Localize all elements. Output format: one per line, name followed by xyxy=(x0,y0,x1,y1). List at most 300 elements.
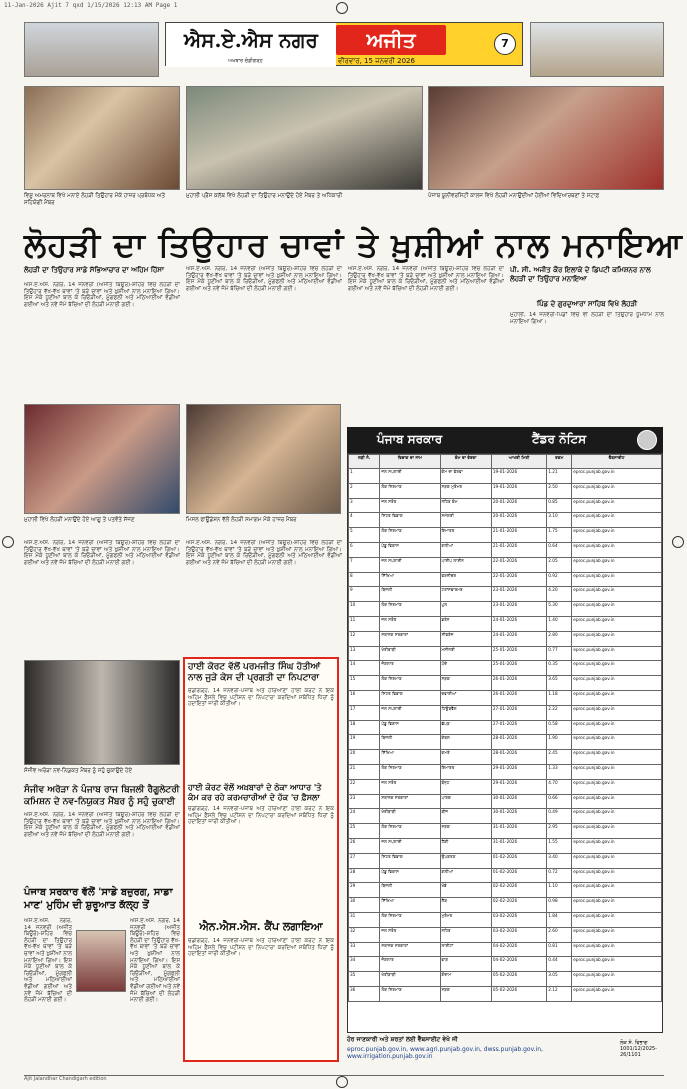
tender-cell: ਜਲ ਸਰੋਤ xyxy=(380,779,440,794)
tender-cell: eproc.punjab.gov.in xyxy=(572,646,662,661)
tender-cell: 13 xyxy=(349,646,380,661)
tender-cell: ਸੜਕ ਮੁਰੰਮਤ xyxy=(440,483,491,498)
tender-row xyxy=(349,542,662,557)
tender-row xyxy=(349,986,662,1001)
tender-cell: ਨਹਿਰ xyxy=(440,927,491,942)
tender-cell: eproc.punjab.gov.in xyxy=(572,602,662,617)
tender-cell: 25-01-2026 xyxy=(491,646,546,661)
tender-cell: ਮਸ਼ੀਨਰੀ xyxy=(440,646,491,661)
tender-col-header: ਵੈੱਬਸਾਈਟ xyxy=(572,455,662,469)
tender-cell: 4 xyxy=(349,513,380,528)
tender-cell: ਗਲੀਆਂ xyxy=(440,542,491,557)
tender-cell: eproc.punjab.gov.in xyxy=(572,735,662,750)
tender-title: ਟੈਂਡਰ ਨੋਟਿਸ xyxy=(532,432,587,446)
tender-cell: 5 xyxy=(349,528,380,543)
page-number: 7 xyxy=(494,33,516,55)
tender-cell: ਸਿੱਖਿਆ xyxy=(380,750,440,765)
story-headline: ਪੰਜਾਬ ਸਰਕਾਰ ਵੱਲੋਂ 'ਸਾਡੇ ਬਜ਼ੁਰਗ, ਸਾਡਾ ਮਾਣ' ਮੁਹਿੰਮ ਦੀ ਸ਼ੁਰੂਆਤ ਕੱਲ੍ਹ ਤੋਂ xyxy=(24,887,173,911)
tender-row xyxy=(349,557,662,572)
masthead-subtitle: ਅਖ਼ਬਾਰ ਚੰਡੀਗੜ੍ਹ xyxy=(228,58,263,64)
tender-cell: ਦਵਾਈਆਂ xyxy=(440,690,491,705)
tender-row xyxy=(349,868,662,883)
tender-row xyxy=(349,513,662,528)
tender-cell: 03-02-2026 xyxy=(491,912,546,927)
tender-cell: 28 xyxy=(349,868,380,883)
tender-cell: 31-01-2026 xyxy=(491,824,546,839)
right-subhead-2: ਪਿੰਡ ਦੇ ਗੁਰਦੁਆਰਾ ਸਾਹਿਬ ਵਿਖੇ ਲੋਹੜੀ xyxy=(536,300,638,308)
tender-cell: 03-02-2026 xyxy=(491,927,546,942)
tender-cell: 0.58 xyxy=(547,720,572,735)
right-subhead: ਪੀ. ਸੀ. ਅਜੀਤ ਕੌਰ ਇਲਾਕੇ ਦੇ ਡਿਪਟੀ ਕਮਿਸ਼ਨਰ ਨਾਲ ਲੋਹੜੀ ਦਾ ਤਿਉਹਾਰ ਮਨਾਇਆ xyxy=(510,266,651,283)
tender-cell: 31 xyxy=(349,912,380,927)
tender-row xyxy=(349,498,662,513)
photo-caption: ਵਿਸ਼ੂ ਅਮਰਨਾਥ ਵਿਖੇ ਮਨਾਏ ਲੋਹੜੀ ਤਿਉਹਾਰ ਮੌਕੇ ਹਾਜ਼ਰ ਪ੍ਰਬੰਧਕ ਅਤੇ ਸਹਿਯੋਗੀ ਮੈਂਬਰ xyxy=(24,193,165,206)
govt-emblem-icon xyxy=(637,430,657,450)
tender-row xyxy=(349,809,662,824)
tender-cell: 28-01-2026 xyxy=(491,750,546,765)
box-headline-2: ਹਾਈ ਕੋਰਟ ਵੱਲੋਂ ਅਖ਼ਬਾਰਾਂ ਦੇ ਠੇਕਾ ਆਧਾਰ 'ਤੇ ਕੰਮ ਕਰ ਰਹੇ ਕਰਮਚਾਰੀਆਂ ਦੇ ਹੱਕ 'ਚ ਫ਼ੈਸਲਾ xyxy=(188,782,322,802)
tender-row xyxy=(349,646,662,661)
photo-lohri-2 xyxy=(186,86,423,190)
tender-cell: eproc.punjab.gov.in xyxy=(572,838,662,853)
tender-cell: ਲੋਕ ਨਿਰਮਾਣ xyxy=(380,912,440,927)
tender-cell: 27-01-2026 xyxy=(491,705,546,720)
tender-cell: eproc.punjab.gov.in xyxy=(572,883,662,898)
tender-cell: 18 xyxy=(349,720,380,735)
tender-cell: eproc.punjab.gov.in xyxy=(572,824,662,839)
tender-cell: ਜਲ ਸਪਲਾਈ xyxy=(380,838,440,853)
tender-row xyxy=(349,957,662,972)
tender-cell: 20 xyxy=(349,750,380,765)
tender-row xyxy=(349,853,662,868)
tender-cell: ਲੋਕ ਨਿਰਮਾਣ xyxy=(380,986,440,1001)
tender-cell: eproc.punjab.gov.in xyxy=(572,957,662,972)
tender-cell: 14 xyxy=(349,661,380,676)
tender-row xyxy=(349,690,662,705)
tender-cell: eproc.punjab.gov.in xyxy=(572,557,662,572)
main-headline: ਲੋਹੜੀ ਦਾ ਤਿਉਹਾਰ ਚਾਵਾਂ ਤੇ ਖ਼ੁਸ਼ੀਆਂ ਨਾਲ ਮਨਾਇਆ xyxy=(24,225,683,264)
registration-mark xyxy=(2,536,14,548)
tender-cell: ਸਥਾਨਕ ਸਰਕਾਰਾਂ xyxy=(380,794,440,809)
tender-cell: ਸੀਵਰੇਜ xyxy=(440,631,491,646)
tender-cell: ਸੜਕ xyxy=(440,986,491,1001)
tender-cell: 0.77 xyxy=(547,646,572,661)
registration-mark xyxy=(336,2,348,14)
tender-cell: eproc.punjab.gov.in xyxy=(572,972,662,987)
tender-cell: 29-01-2026 xyxy=(491,779,546,794)
tender-cell: 0.81 xyxy=(547,942,572,957)
tender-cell: ਪੇਂਡੂ ਵਿਕਾਸ xyxy=(380,720,440,735)
tender-cell: ਮੁਰੰਮਤ xyxy=(440,912,491,927)
tender-cell: ਸਿਹਤ ਵਿਭਾਗ xyxy=(380,853,440,868)
tender-cell: 28-01-2026 xyxy=(491,735,546,750)
tender-row xyxy=(349,750,662,765)
tender-cell: ਟਰਾਂਸਫਾਰਮਰ xyxy=(440,587,491,602)
tender-cell: eproc.punjab.gov.in xyxy=(572,690,662,705)
tender-col-header: ਰਕਮ xyxy=(547,455,572,469)
tender-cell: ਬਿਜਲੀ xyxy=(380,883,440,898)
tender-row xyxy=(349,616,662,631)
photo-lohri-1 xyxy=(24,86,180,190)
tender-cell: 5.30 xyxy=(547,602,572,617)
tender-row xyxy=(349,602,662,617)
masthead-building-photo-left xyxy=(24,22,159,77)
tender-cell: 29 xyxy=(349,883,380,898)
photo-caption: ਮੁਹਾਲੀ ਪ੍ਰੈਸ ਕਲੱਬ ਵਿਖੇ ਲੋਹੜੀ ਦਾ ਤਿਉਹਾਰ ਮਨਾਉਂਦੇ ਹੋਏ ਮੈਂਬਰ ਤੇ ਅਧਿਕਾਰੀ xyxy=(186,193,343,199)
tender-row xyxy=(349,483,662,498)
tender-row xyxy=(349,720,662,735)
tender-row xyxy=(349,469,662,484)
tender-cell: 2.45 xyxy=(547,750,572,765)
tender-cell: 25-01-2026 xyxy=(491,661,546,676)
tender-cell: eproc.punjab.gov.in xyxy=(572,542,662,557)
tender-cell: ਸੜਕ xyxy=(440,676,491,691)
tender-cell: ਜਲ ਸਪਲਾਈ xyxy=(380,469,440,484)
box-body: ਚੰਡੀਗੜ੍ਹ, 14 ਜਨਵਰੀ-ਪੰਜਾਬ ਅਤੇ ਹਰਿਆਣਾ ਹਾਈ ਕੋਰਟ ਨੇ ਇਕ ਅਹਿਮ ਫ਼ੈਸਲੇ ਵਿਚ ਪਟੀਸ਼ਨ ਦਾ ਨਿਪਟਾਰਾ ਕਰਦਿਆਂ ਸਬੰਧਿਤ ਧਿਰਾਂ ਨੂੰ ਹਦਾਇਤਾਂ ਜਾਰੀ ਕੀਤੀਆਂ। xyxy=(188,806,334,826)
tender-cell: 9 xyxy=(349,587,380,602)
tender-cell: ਪੇਂਡੂ ਵਿਕਾਸ xyxy=(380,868,440,883)
tender-cell: 24-01-2026 xyxy=(491,631,546,646)
tender-cell: 1.90 xyxy=(547,735,572,750)
tender-cell: ਜੰਗਲਾਤ xyxy=(380,661,440,676)
tender-cell: 32 xyxy=(349,927,380,942)
tender-cell: ਸਥਾਨਕ ਸਰਕਾਰਾਂ xyxy=(380,942,440,957)
tender-cell: 1.40 xyxy=(547,616,572,631)
tender-cell: 0.98 xyxy=(547,898,572,913)
masthead-brand-logo: ਅਜੀਤ xyxy=(336,25,446,55)
tender-cell: 26-01-2026 xyxy=(491,676,546,691)
tender-row xyxy=(349,942,662,957)
tender-cell: ਸਮੱਗਰੀ xyxy=(440,513,491,528)
tender-cell: 19-01-2026 xyxy=(491,469,546,484)
masthead-building-photo-right xyxy=(530,22,664,77)
tender-cell: 01-02-2026 xyxy=(491,868,546,883)
tender-cell: ਇਮਾਰਤ xyxy=(440,764,491,779)
tender-cell: 26-01-2026 xyxy=(491,690,546,705)
tender-cell: eproc.punjab.gov.in xyxy=(572,927,662,942)
tender-cell: 0.49 xyxy=(547,809,572,824)
tender-cell: 1.33 xyxy=(547,764,572,779)
tender-cell: 1 xyxy=(349,469,380,484)
tender-cell: 1.21 xyxy=(547,469,572,484)
tender-cell: ਸਿੱਖਿਆ xyxy=(380,898,440,913)
tender-cell: ਗੋਦਾਮ xyxy=(440,972,491,987)
tender-row xyxy=(349,779,662,794)
tender-cell: 25 xyxy=(349,824,380,839)
tender-cell: 0.72 xyxy=(547,868,572,883)
tender-row xyxy=(349,824,662,839)
box-headline-3: ਐਨ.ਐਸ.ਐਸ. ਕੈਂਪ ਲਗਾਇਆ xyxy=(199,920,323,933)
tender-ref: ਲੋਕ ਸੰ. ਵਿਭਾਗ 1001/12/2025- 26/1101 xyxy=(620,1040,657,1058)
tender-cell: 27 xyxy=(349,853,380,868)
tender-cell: 22-01-2026 xyxy=(491,572,546,587)
tender-cell: 8 xyxy=(349,572,380,587)
tender-row xyxy=(349,631,662,646)
portrait-photo xyxy=(76,930,126,992)
tender-header xyxy=(347,427,663,453)
tender-cell: 30-01-2026 xyxy=(491,809,546,824)
tender-cell: ਕੇਬਲ xyxy=(440,735,491,750)
photo-caption: ਸੰਜੀਵ ਅਰੋੜਾ ਨਵ-ਨਿਯੁਕਤ ਮੈਂਬਰ ਨੂੰ ਸਹੁੰ ਚੁਕਾਉਂਦੇ ਹੋਏ xyxy=(24,768,133,774)
tender-cell: eproc.punjab.gov.in xyxy=(572,616,662,631)
tender-cell: eproc.punjab.gov.in xyxy=(572,853,662,868)
story-column: ਐਸ.ਏ.ਐਸ. ਨਗਰ, 14 ਜਨਵਰੀ (ਅਜੀਤ ਬਿਊਰੋ)-ਸ਼ਹਿਰ ਵਿਚ ਲੋਹੜੀ ਦਾ ਤਿਉਹਾਰ ਵੱਖ-ਵੱਖ ਥਾਵਾਂ 'ਤੇ ਬੜੇ ਚਾਵਾਂ ਅਤੇ ਖ਼ੁਸ਼ੀਆਂ ਨਾਲ ਮਨਾਇਆ ਗਿਆ। ਇਸ ਮੌਕੇ ਧੂਣੀਆਂ ਬਾਲ ਕੇ ਰਿਓੜੀਆਂ, ਮੂੰਗਫਲੀ ਅਤੇ ਮਠਿਆਈਆਂ ਵੰਡੀਆਂ ਗਈਆਂ ਅਤੇ ਨਵੇਂ ਜੰਮੇ ਬੱਚਿਆਂ ਦੀ ਲੋਹੜੀ ਮਨਾਈ ਗਈ। xyxy=(24,812,180,838)
tender-footer: ਹੋਰ ਜਾਣਕਾਰੀ ਅਤੇ ਸ਼ਰਤਾਂ ਲਈ ਵੈੱਬਸਾਈਟ ਵੇਖੋ ਜੀ xyxy=(347,1036,458,1043)
tender-cell: 3.65 xyxy=(547,676,572,691)
tender-cell: ਜਲ ਸਰੋਤ xyxy=(380,498,440,513)
tender-cell: eproc.punjab.gov.in xyxy=(572,513,662,528)
tender-cell: 3.10 xyxy=(547,513,572,528)
tender-cell: eproc.punjab.gov.in xyxy=(572,764,662,779)
tender-cell: 23-01-2026 xyxy=(491,602,546,617)
tender-cell: eproc.punjab.gov.in xyxy=(572,809,662,824)
tender-cell: 1.84 xyxy=(547,912,572,927)
tender-cell: ਨਹਿਰ ਕੰਮ xyxy=(440,498,491,513)
tender-cell: 3.05 xyxy=(547,972,572,987)
tender-cell: 0.44 xyxy=(547,957,572,972)
photo-lohri-3 xyxy=(428,86,664,190)
story-headline: ਸੰਜੀਵ ਅਰੋੜਾ ਨੇ ਪੰਜਾਬ ਰਾਜ ਬਿਜਲੀ ਰੈਗੂਲੇਟਰੀ ਕਮਿਸ਼ਨ ਦੇ ਨਵ-ਨਿਯੁਕਤ ਮੈਂਬਰ ਨੂੰ ਸਹੁੰ ਚੁਕਾਈ xyxy=(24,785,180,807)
tender-cell: ਬਿਜਲੀ xyxy=(380,587,440,602)
tender-cell: ਡਰੇਨ xyxy=(440,616,491,631)
tender-cell: ਲੋਕ ਨਿਰਮਾਣ xyxy=(380,824,440,839)
tender-row xyxy=(349,676,662,691)
tender-cell: ਲੋਕ ਨਿਰਮਾਣ xyxy=(380,483,440,498)
story-column: ਐਸ.ਏ.ਐਸ. ਨਗਰ, 14 ਜਨਵਰੀ (ਅਜੀਤ ਬਿਊਰੋ)-ਸ਼ਹਿਰ ਵਿਚ ਲੋਹੜੀ ਦਾ ਤਿਉਹਾਰ ਵੱਖ-ਵੱਖ ਥਾਵਾਂ 'ਤੇ ਬੜੇ ਚਾਵਾਂ ਅਤੇ ਖ਼ੁਸ਼ੀਆਂ ਨਾਲ ਮਨਾਇਆ ਗਿਆ। ਇਸ ਮੌਕੇ ਧੂਣੀਆਂ ਬਾਲ ਕੇ ਰਿਓੜੀਆਂ, ਮੂੰਗਫਲੀ ਅਤੇ ਮਠਿਆਈਆਂ ਵੰਡੀਆਂ ਗਈਆਂ ਅਤੇ ਨਵੇਂ ਜੰਮੇ ਬੱਚਿਆਂ ਦੀ ਲੋਹੜੀ ਮਨਾਈ ਗਈ। xyxy=(24,540,180,566)
tender-row xyxy=(349,735,662,750)
tender-col-header: ਵਿਭਾਗ ਦਾ ਨਾਮ xyxy=(380,455,440,469)
tender-cell: 11 xyxy=(349,616,380,631)
tender-cell: 24-01-2026 xyxy=(491,616,546,631)
tender-cell: ਇਮਾਰਤ xyxy=(440,528,491,543)
tender-cell: 6 xyxy=(349,542,380,557)
tender-cell: 22-01-2026 xyxy=(491,557,546,572)
tender-cell: eproc.punjab.gov.in xyxy=(572,587,662,602)
tender-cell: 15 xyxy=(349,676,380,691)
tender-cell: 3 xyxy=(349,498,380,513)
tender-cell: 2.22 xyxy=(547,705,572,720)
tender-cell: ਗਲੀਆਂ xyxy=(440,868,491,883)
story-subhead: ਲੋਹੜੀ ਦਾ ਤਿਉਹਾਰ ਸਾਡੇ ਸੱਭਿਆਚਾਰ ਦਾ ਅਹਿਮ ਹਿੱਸਾ xyxy=(24,266,164,274)
photo-lohri-4 xyxy=(24,404,180,514)
tender-cell: 31-01-2026 xyxy=(491,838,546,853)
tender-cell: ਲੋਕ ਨਿਰਮਾਣ xyxy=(380,764,440,779)
tender-cell: 04-02-2026 xyxy=(491,957,546,972)
tender-cell: 22 xyxy=(349,779,380,794)
tender-cell: ਵਾੜ xyxy=(440,957,491,972)
tender-cell: ਕੰਮ ਦਾ ਵੇਰਵਾ xyxy=(440,469,491,484)
tender-row xyxy=(349,528,662,543)
tender-cell: ਟੈਂਕੀ xyxy=(440,838,491,853)
tender-cell: eproc.punjab.gov.in xyxy=(572,469,662,484)
tender-cell: 3.40 xyxy=(547,853,572,868)
tender-cell: 0.64 xyxy=(547,542,572,557)
tender-cell: 20-01-2026 xyxy=(491,498,546,513)
tender-cell: 1.18 xyxy=(547,690,572,705)
tender-cell: ਬੰਨ੍ਹ xyxy=(440,779,491,794)
tender-cell: ਕਮਰੇ xyxy=(440,750,491,765)
story-column: ਐਸ.ਏ.ਐਸ. ਨਗਰ, 14 ਜਨਵਰੀ (ਅਜੀਤ ਬਿਊਰੋ)-ਸ਼ਹਿਰ ਵਿਚ ਲੋਹੜੀ ਦਾ ਤਿਉਹਾਰ ਵੱਖ-ਵੱਖ ਥਾਵਾਂ 'ਤੇ ਬੜੇ ਚਾਵਾਂ ਅਤੇ ਖ਼ੁਸ਼ੀਆਂ ਨਾਲ ਮਨਾਇਆ ਗਿਆ। ਇਸ ਮੌਕੇ ਧੂਣੀਆਂ ਬਾਲ ਕੇ ਰਿਓੜੀਆਂ, ਮੂੰਗਫਲੀ ਅਤੇ ਮਠਿਆਈਆਂ ਵੰਡੀਆਂ ਗਈਆਂ ਅਤੇ ਨਵੇਂ ਜੰਮੇ ਬੱਚਿਆਂ ਦੀ ਲੋਹੜੀ ਮਨਾਈ ਗਈ। xyxy=(186,540,342,566)
tender-cell: ਟਿਊਬਵੈੱਲ xyxy=(440,705,491,720)
tender-cell: ਪੌਦੇ xyxy=(440,661,491,676)
tender-cell: ਪਾਰਕ xyxy=(440,794,491,809)
tender-cell: 24 xyxy=(349,809,380,824)
tender-cell: 23 xyxy=(349,794,380,809)
tender-cell: eproc.punjab.gov.in xyxy=(572,779,662,794)
story-column: ਐਸ.ਏ.ਐਸ. ਨਗਰ, 14 ਜਨਵਰੀ (ਅਜੀਤ ਬਿਊਰੋ)-ਸ਼ਹਿਰ ਵਿਚ ਲੋਹੜੀ ਦਾ ਤਿਉਹਾਰ ਵੱਖ-ਵੱਖ ਥਾਵਾਂ 'ਤੇ ਬੜੇ ਚਾਵਾਂ ਅਤੇ ਖ਼ੁਸ਼ੀਆਂ ਨਾਲ ਮਨਾਇਆ ਗਿਆ। ਇਸ ਮੌਕੇ ਧੂਣੀਆਂ ਬਾਲ ਕੇ ਰਿਓੜੀਆਂ, ਮੂੰਗਫਲੀ ਅਤੇ ਮਠਿਆਈਆਂ ਵੰਡੀਆਂ ਗਈਆਂ ਅਤੇ ਨਵੇਂ ਜੰਮੇ ਬੱਚਿਆਂ ਦੀ ਲੋਹੜੀ ਮਨਾਈ ਗਈ। xyxy=(24,282,180,308)
tender-cell: 0.66 xyxy=(547,794,572,809)
tender-cell: 02-02-2026 xyxy=(491,898,546,913)
tender-table xyxy=(347,453,663,1033)
tender-row xyxy=(349,587,662,602)
tender-row xyxy=(349,661,662,676)
tender-cell: ਫਰਨੀਚਰ xyxy=(440,572,491,587)
tender-cell: ਲੈਬ xyxy=(440,898,491,913)
tender-cell: 01-02-2026 xyxy=(491,853,546,868)
tender-row xyxy=(349,572,662,587)
tender-cell: ਜੰਗਲਾਤ xyxy=(380,957,440,972)
tender-cell: eproc.punjab.gov.in xyxy=(572,631,662,646)
tender-cell: 05-02-2026 xyxy=(491,972,546,987)
tender-cell: ਬਿਜਲੀ xyxy=(380,735,440,750)
story-column: ਐਸ.ਏ.ਐਸ. ਨਗਰ, 14 ਜਨਵਰੀ (ਅਜੀਤ ਬਿਊਰੋ)-ਸ਼ਹਿਰ ਵਿਚ ਲੋਹੜੀ ਦਾ ਤਿਉਹਾਰ ਵੱਖ-ਵੱਖ ਥਾਵਾਂ 'ਤੇ ਬੜੇ ਚਾਵਾਂ ਅਤੇ ਖ਼ੁਸ਼ੀਆਂ ਨਾਲ ਮਨਾਇਆ ਗਿਆ। ਇਸ ਮੌਕੇ ਧੂਣੀਆਂ ਬਾਲ ਕੇ ਰਿਓੜੀਆਂ, ਮੂੰਗਫਲੀ ਅਤੇ ਮਠਿਆਈਆਂ ਵੰਡੀਆਂ ਗਈਆਂ ਅਤੇ ਨਵੇਂ ਜੰਮੇ ਬੱਚਿਆਂ ਦੀ ਲੋਹੜੀ ਮਨਾਈ ਗਈ। xyxy=(348,266,504,292)
tender-cell: eproc.punjab.gov.in xyxy=(572,661,662,676)
tender-cell: 12 xyxy=(349,631,380,646)
tender-cell: eproc.punjab.gov.in xyxy=(572,898,662,913)
tender-col-header: ਆਖਰੀ ਮਿਤੀ xyxy=(491,455,546,469)
tender-cell: 1.55 xyxy=(547,838,572,853)
print-slug: 11-Jan-2026 Ajit 7 qxd 1/15/2026 12:13 AM Page 1 xyxy=(4,2,178,9)
tender-row xyxy=(349,838,662,853)
box-headline: ਹਾਈ ਕੋਰਟ ਵੱਲੋਂ ਪਰਮਜੀਤ ਸਿੰਘ ਹੋਤੀਆਂ ਨਾਲ ਜੁੜੇ ਕੇਸ ਦੀ ਪ੍ਰਗਤੀ ਦਾ ਨਿਪਟਾਰਾ xyxy=(188,662,321,683)
tender-cell: ਜਲ ਸਪਲਾਈ xyxy=(380,557,440,572)
tender-cell: ਪੁਲ xyxy=(440,602,491,617)
tender-cell: 36 xyxy=(349,986,380,1001)
tender-cell: ਜਲ ਸਰੋਤ xyxy=(380,616,440,631)
tender-cell: 27-01-2026 xyxy=(491,720,546,735)
tender-row xyxy=(349,764,662,779)
tender-cell: eproc.punjab.gov.in xyxy=(572,676,662,691)
tender-cell: 2.05 xyxy=(547,557,572,572)
tender-cell: eproc.punjab.gov.in xyxy=(572,572,662,587)
tender-cell: ਸਿੱਖਿਆ xyxy=(380,572,440,587)
tender-cell: 29-01-2026 xyxy=(491,764,546,779)
tender-cell: 0.85 xyxy=(547,498,572,513)
tender-cell: eproc.punjab.gov.in xyxy=(572,720,662,735)
tender-cell: 10 xyxy=(349,602,380,617)
tender-cell: 02-02-2026 xyxy=(491,883,546,898)
tender-cell: 19-01-2026 xyxy=(491,483,546,498)
tender-cell: 20-01-2026 xyxy=(491,513,546,528)
masthead xyxy=(165,22,523,66)
photo-caption: ਮੁਹਾਲੀ ਵਿਖੇ ਲੋਹੜੀ ਮਨਾਉਂਦੇ ਹੋਏ ਆਗੂ ਤੇ ਪਤਵੰਤੇ ਸੱਜਣ xyxy=(24,517,135,523)
tender-cell: 23-01-2026 xyxy=(491,587,546,602)
photo-oath xyxy=(24,660,180,765)
tender-cell: ਪੇਂਡੂ ਵਿਕਾਸ xyxy=(380,542,440,557)
tender-cell: 21-01-2026 xyxy=(491,528,546,543)
tender-cell: eproc.punjab.gov.in xyxy=(572,705,662,720)
tender-cell: eproc.punjab.gov.in xyxy=(572,528,662,543)
tender-cell: eproc.punjab.gov.in xyxy=(572,942,662,957)
tender-cell: ਸੜਕ xyxy=(440,824,491,839)
tender-cell: 2.12 xyxy=(547,986,572,1001)
tender-cell: 26 xyxy=(349,838,380,853)
tender-cell: eproc.punjab.gov.in xyxy=(572,868,662,883)
tender-cell: eproc.punjab.gov.in xyxy=(572,483,662,498)
tender-cell: 21-01-2026 xyxy=(491,542,546,557)
tender-row xyxy=(349,883,662,898)
box-body: ਚੰਡੀਗੜ੍ਹ, 14 ਜਨਵਰੀ-ਪੰਜਾਬ ਅਤੇ ਹਰਿਆਣਾ ਹਾਈ ਕੋਰਟ ਨੇ ਇਕ ਅਹਿਮ ਫ਼ੈਸਲੇ ਵਿਚ ਪਟੀਸ਼ਨ ਦਾ ਨਿਪਟਾਰਾ ਕਰਦਿਆਂ ਸਬੰਧਿਤ ਧਿਰਾਂ ਨੂੰ ਹਦਾਇਤਾਂ ਜਾਰੀ ਕੀਤੀਆਂ। xyxy=(188,938,334,958)
tender-cell: ਖੇਤੀਬਾੜੀ xyxy=(380,646,440,661)
tender-cell: ਲੋਕ ਨਿਰਮਾਣ xyxy=(380,528,440,543)
tender-cell: 19 xyxy=(349,735,380,750)
tender-cell: 04-02-2026 xyxy=(491,942,546,957)
photo-caption: ਮਿਸਲ ਫਾਊਂਡੇਸ਼ਨ ਵੱਲੋਂ ਲੋਹੜੀ ਸਮਾਗਮ ਮੌਕੇ ਹਾਜ਼ਰ ਮੈਂਬਰ xyxy=(186,517,297,523)
tender-cell: ਸਥਾਨਕ ਸਰਕਾਰਾਂ xyxy=(380,631,440,646)
tender-col-header: ਕੰਮ ਦਾ ਵੇਰਵਾ xyxy=(440,455,491,469)
tender-cell: 17 xyxy=(349,705,380,720)
tender-cell: 30 xyxy=(349,898,380,913)
tender-row xyxy=(349,927,662,942)
tender-urls: eproc.punjab.gov.in, www.agri.punjab.gov.in, dwss.punjab.gov.in, www.irrigation.punjab.gov.in xyxy=(347,1046,543,1060)
tender-cell: eproc.punjab.gov.in xyxy=(572,498,662,513)
tender-cell: 1.10 xyxy=(547,883,572,898)
tender-cell: 34 xyxy=(349,957,380,972)
tender-cell: ਸਿਹਤ ਵਿਭਾਗ xyxy=(380,513,440,528)
tender-row xyxy=(349,912,662,927)
masthead-date: ਵੀਰਵਾਰ, 15 ਜਨਵਰੀ 2026 xyxy=(338,57,415,65)
tender-cell: 4.20 xyxy=(547,587,572,602)
tender-cell: 05-02-2026 xyxy=(491,986,546,1001)
tender-cell: 33 xyxy=(349,942,380,957)
tender-cell: ਪਾਈਪ ਲਾਈਨ xyxy=(440,557,491,572)
tender-cell: ਖੰਭੇ xyxy=(440,883,491,898)
registration-mark xyxy=(672,536,684,548)
tender-cell: 21 xyxy=(349,764,380,779)
photo-caption: ਪੰਜਾਬ ਯੂਨੀਵਰਸਿਟੀ ਕਾਲਜ ਵਿਖੇ ਲੋਹੜੀ ਮਨਾਉਂਦੀਆਂ ਹੋਈਆਂ ਵਿਦਿਆਰਥਣਾਂ ਤੇ ਸਟਾਫ਼ xyxy=(428,193,600,199)
tender-cell: eproc.punjab.gov.in xyxy=(572,794,662,809)
tender-col-header: ਲੜੀ ਨੰ. xyxy=(349,455,380,469)
tender-cell: ਸਿਹਤ ਵਿਭਾਗ xyxy=(380,690,440,705)
tender-row xyxy=(349,972,662,987)
story-column: ਐਸ.ਏ.ਐਸ. ਨਗਰ, 14 ਜਨਵਰੀ (ਅਜੀਤ ਬਿਊਰੋ)-ਸ਼ਹਿਰ ਵਿਚ ਲੋਹੜੀ ਦਾ ਤਿਉਹਾਰ ਵੱਖ-ਵੱਖ ਥਾਵਾਂ 'ਤੇ ਬੜੇ ਚਾਵਾਂ ਅਤੇ ਖ਼ੁਸ਼ੀਆਂ ਨਾਲ ਮਨਾਇਆ ਗਿਆ। ਇਸ ਮੌਕੇ ਧੂਣੀਆਂ ਬਾਲ ਕੇ ਰਿਓੜੀਆਂ, ਮੂੰਗਫਲੀ ਅਤੇ ਮਠਿਆਈਆਂ ਵੰਡੀਆਂ ਗਈਆਂ ਅਤੇ ਨਵੇਂ ਜੰਮੇ ਬੱਚਿਆਂ ਦੀ ਲੋਹੜੀ ਮਨਾਈ ਗਈ। xyxy=(130,918,180,1004)
tender-cell: 0.35 xyxy=(547,661,572,676)
tender-cell: ਛੱਪੜ xyxy=(440,720,491,735)
tender-cell: ਲੋਕ ਨਿਰਮਾਣ xyxy=(380,676,440,691)
tender-cell: 4.70 xyxy=(547,779,572,794)
tender-cell: eproc.punjab.gov.in xyxy=(572,750,662,765)
tender-cell: ਜਲ ਸਪਲਾਈ xyxy=(380,705,440,720)
tender-cell: 2.50 xyxy=(547,483,572,498)
box-body: ਚੰਡੀਗੜ੍ਹ, 14 ਜਨਵਰੀ-ਪੰਜਾਬ ਅਤੇ ਹਰਿਆਣਾ ਹਾਈ ਕੋਰਟ ਨੇ ਇਕ ਅਹਿਮ ਫ਼ੈਸਲੇ ਵਿਚ ਪਟੀਸ਼ਨ ਦਾ ਨਿਪਟਾਰਾ ਕਰਦਿਆਂ ਸਬੰਧਿਤ ਧਿਰਾਂ ਨੂੰ ਹਦਾਇਤਾਂ ਜਾਰੀ ਕੀਤੀਆਂ। xyxy=(188,688,334,708)
tender-cell: ਬੀਜ xyxy=(440,809,491,824)
story-column: ਐਸ.ਏ.ਐਸ. ਨਗਰ, 14 ਜਨਵਰੀ (ਅਜੀਤ ਬਿਊਰੋ)-ਸ਼ਹਿਰ ਵਿਚ ਲੋਹੜੀ ਦਾ ਤਿਉਹਾਰ ਵੱਖ-ਵੱਖ ਥਾਵਾਂ 'ਤੇ ਬੜੇ ਚਾਵਾਂ ਅਤੇ ਖ਼ੁਸ਼ੀਆਂ ਨਾਲ ਮਨਾਇਆ ਗਿਆ। ਇਸ ਮੌਕੇ ਧੂਣੀਆਂ ਬਾਲ ਕੇ ਰਿਓੜੀਆਂ, ਮੂੰਗਫਲੀ ਅਤੇ ਮਠਿਆਈਆਂ ਵੰਡੀਆਂ ਗਈਆਂ ਅਤੇ ਨਵੇਂ ਜੰਮੇ ਬੱਚਿਆਂ ਦੀ ਲੋਹੜੀ ਮਨਾਈ ਗਈ। xyxy=(24,918,72,1004)
tender-cell: 0.92 xyxy=(547,572,572,587)
story-column: ਐਸ.ਏ.ਐਸ. ਨਗਰ, 14 ਜਨਵਰੀ (ਅਜੀਤ ਬਿਊਰੋ)-ਸ਼ਹਿਰ ਵਿਚ ਲੋਹੜੀ ਦਾ ਤਿਉਹਾਰ ਵੱਖ-ਵੱਖ ਥਾਵਾਂ 'ਤੇ ਬੜੇ ਚਾਵਾਂ ਅਤੇ ਖ਼ੁਸ਼ੀਆਂ ਨਾਲ ਮਨਾਇਆ ਗਿਆ। ਇਸ ਮੌਕੇ ਧੂਣੀਆਂ ਬਾਲ ਕੇ ਰਿਓੜੀਆਂ, ਮੂੰਗਫਲੀ ਅਤੇ ਮਠਿਆਈਆਂ ਵੰਡੀਆਂ ਗਈਆਂ ਅਤੇ ਨਵੇਂ ਜੰਮੇ ਬੱਚਿਆਂ ਦੀ ਲੋਹੜੀ ਮਨਾਈ ਗਈ। xyxy=(186,266,342,292)
masthead-city: ਐਸ.ਏ.ਐਸ ਨਗਰ xyxy=(166,23,336,67)
tender-cell: eproc.punjab.gov.in xyxy=(572,986,662,1001)
story-column: ਮੁਹਾਲੀ, 14 ਜਨਵਰੀ-ਪਿੰਡਾਂ ਵਿਚ ਵੀ ਲੋਹੜੀ ਦਾ ਤਿਉਹਾਰ ਧੂਮਧਾਮ ਨਾਲ ਮਨਾਇਆ ਗਿਆ। xyxy=(510,312,664,325)
tender-cell: 16 xyxy=(349,690,380,705)
page-footer: Ajit Jalandhar Chandigarh edition xyxy=(24,1075,664,1085)
tender-cell: ਲੋਕ ਨਿਰਮਾਣ xyxy=(380,602,440,617)
photo-lohri-5 xyxy=(186,404,341,514)
tender-org: ਪੰਜਾਬ ਸਰਕਾਰ xyxy=(377,432,443,446)
tender-cell: eproc.punjab.gov.in xyxy=(572,912,662,927)
tender-cell: 35 xyxy=(349,972,380,987)
tender-cell: 2.95 xyxy=(547,824,572,839)
tender-cell: 7 xyxy=(349,557,380,572)
